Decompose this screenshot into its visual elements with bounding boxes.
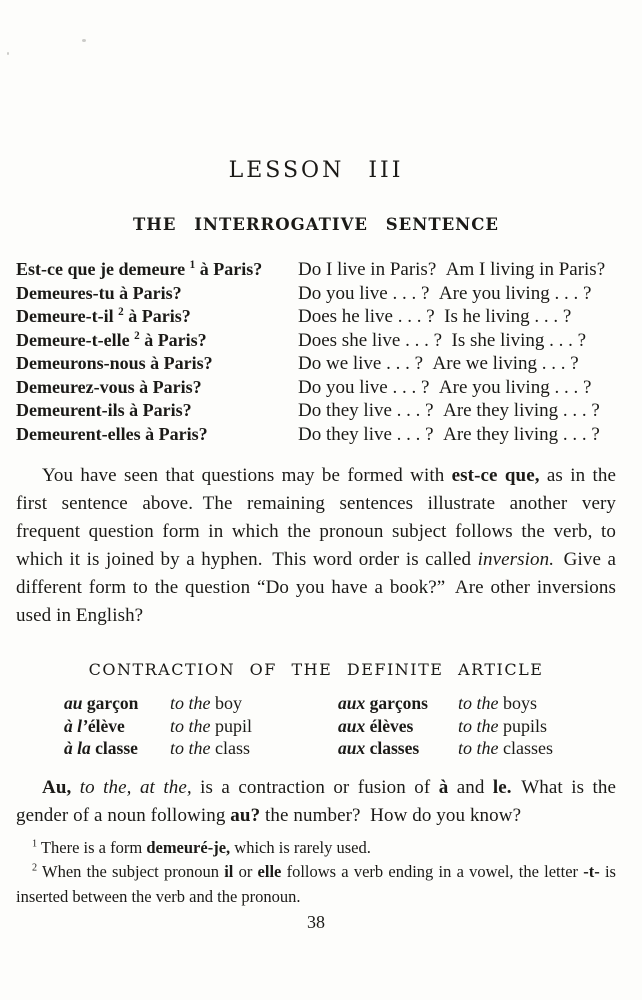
french-term: aux élèves	[338, 715, 414, 736]
footnote-1: $^1$ There is a form demeuré-je, which is rarely used.	[32, 837, 371, 857]
contraction-row	[64, 692, 616, 715]
english-translation: Do I live in Paris? Am I living in Paris?	[298, 259, 606, 280]
french-question: Demeures-tu à Paris?	[16, 282, 182, 303]
english-translation: Does she live . . . ? Is she living . . . ?	[298, 329, 587, 351]
english-translation: Do we live . . . ? Are we living . . . ?	[298, 353, 579, 374]
english-translation: Do you live . . . ? Are you living . . . ?	[298, 282, 592, 304]
contraction-table	[64, 692, 616, 760]
contraction-row	[64, 715, 616, 738]
french-question: Demeurez-vous à Paris?	[16, 376, 202, 397]
english-translation: Do they live . . . ? Are they living . . . ?	[298, 400, 600, 421]
english-gloss: to the pupil	[170, 715, 253, 736]
footnotes	[16, 836, 616, 910]
question-row	[16, 423, 616, 447]
english-translation: Does he live . . . ? Is he living . . . ?	[298, 306, 572, 327]
question-row	[16, 282, 616, 306]
question-row	[16, 329, 616, 353]
french-question: Est-ce que je demeure $^1$ à Paris?	[16, 259, 263, 279]
lesson-title: LESSON III	[228, 158, 404, 183]
french-term: au garçon	[64, 693, 139, 713]
french-question: Demeure-t-il $^2$ à Paris?	[16, 306, 191, 326]
paragraph-inversion: You have seen that questions may be formed with est-ce que, as in the first sentence above. The remaining sentences illustrate another very frequent question form in which the pronoun subject follows the verb, to which it is joined by a hyphen. This word order is called inversion. Give a different form to the question “Do you have a book?” Are other inversions used in English?	[16, 465, 616, 626]
scan-speck	[82, 39, 86, 42]
english-gloss: to the boys	[458, 693, 538, 713]
footnote-2: $^2$ When the subject pronoun il or elle follows a verb ending in a vowel, the letter -t- is inserted between the verb and the pronoun.	[16, 862, 616, 906]
section-heading-contraction: CONTRACTION OF THE DEFINITE ARTICLE	[88, 660, 544, 679]
french-question: Demeurent-ils à Paris?	[16, 400, 192, 420]
english-translation: Do you live . . . ? Are you living . . . ?	[298, 376, 592, 398]
french-question: Demeurent-elles à Paris?	[16, 423, 208, 444]
french-question: Demeurons-nous à Paris?	[16, 353, 213, 373]
page-number: 38	[307, 912, 325, 932]
contraction-row	[64, 737, 616, 760]
question-row	[16, 376, 616, 400]
english-gloss: to the class	[170, 738, 250, 758]
english-gloss: to the boy	[170, 693, 242, 713]
french-term: aux classes	[338, 738, 420, 758]
question-row	[16, 352, 616, 376]
french-question: Demeure-t-elle $^2$ à Paris?	[16, 329, 207, 350]
paragraph-au-contraction: Au, to the, at the, is a contraction or fusion of à and le. What is the gender of a noun following au? the number? How do you know?	[16, 776, 617, 826]
question-row	[16, 258, 616, 282]
french-term: aux garçons	[338, 693, 428, 713]
english-translation: Do they live . . . ? Are they living . . . ?	[298, 423, 600, 445]
english-gloss: to the pupils	[458, 715, 548, 736]
english-gloss: to the classes	[458, 738, 553, 758]
section-heading-interrogative: THE INTERROGATIVE SENTENCE	[133, 215, 499, 234]
scan-speck	[7, 52, 9, 55]
question-row	[16, 305, 616, 329]
french-term: à l’élève	[64, 715, 125, 736]
question-table	[16, 258, 616, 446]
question-row	[16, 399, 616, 423]
french-term: à la classe	[64, 738, 138, 758]
